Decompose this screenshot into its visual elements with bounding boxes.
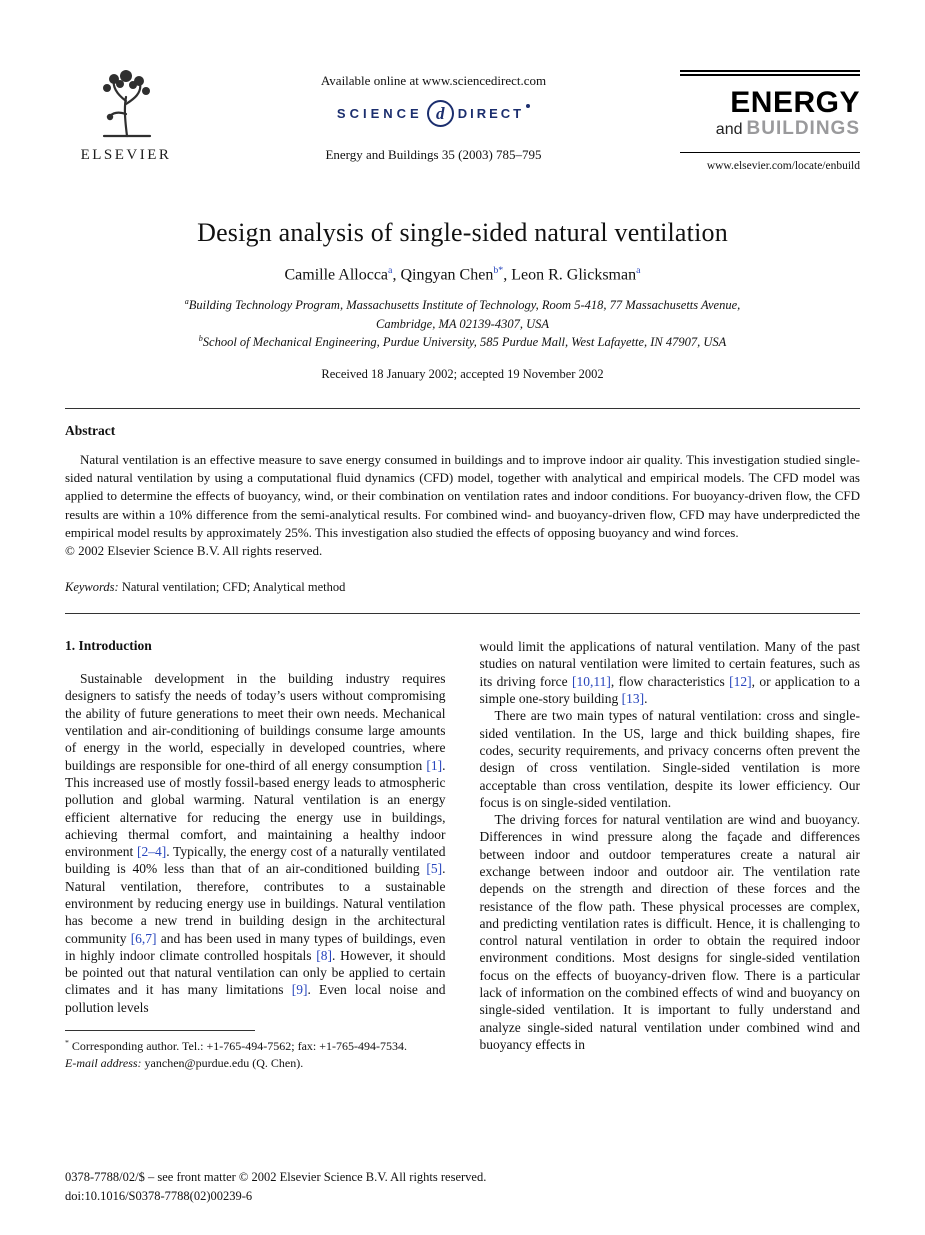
text-segment: There are two main types of natural ventilation: cross and single-sided ventilation. In the US, large and thick building shapes, fire codes, security requirements, and privacy concerns often prevent the design of cross ventilation. Single-sided ventilation is more acceptable than cross ventilation, despite its lower efficiency. Our focus is on single-sided ventilation. — [479, 708, 860, 810]
available-online-text[interactable]: Available online at www.sciencedirect.com — [320, 73, 547, 88]
text-segment: . — [644, 691, 648, 707]
text-segment: . Even local noise and pollution levels — [65, 982, 446, 1015]
journal-logo-block — [680, 70, 860, 172]
text-segment: . This increased use of mostly fossil-based energy leads to atmospheric pollution and global warming. Natural ventilation is an energy efficient alternative for reducing the energy use in buildings, achieving thermal comfort, and maintaining a healthy indoor environment — [65, 757, 446, 860]
citation-link[interactable]: [1] — [426, 757, 443, 773]
sciencedirect-logo — [187, 100, 680, 127]
text-segment: The driving forces for natural ventilation are wind and buoyancy. Differences in wind pressure along the façade and differences between indoor and outdoor temperatures create a natural air exchange between indoor and outdoor air. The ventilation rate depends on the strength and direction of these forces and the resistance of the flow path. These physical processes are complex, and predicting ventilation rates is difficult. Hence, it is challenging to control natural ventilation in order to obtain the required indoor environment conditions. Most designs for single-sided ventilation focus on the effects of buoyancy-driven flow. There is a particular lack of information on the combined effects of wind and buoyancy on single-sided ventilation. It is important to fully understand and analyze single-sided natural ventilation under combined wind and buoyancy effects in — [479, 812, 860, 1052]
header-center — [187, 70, 680, 163]
abstract-body — [65, 451, 860, 560]
text-segment: * — [65, 1038, 69, 1048]
affiliation-a — [178, 296, 748, 332]
text-segment: . However, it should be pointed out that natural ventilation can only be applied to certain climates and it has many limitations — [65, 947, 446, 998]
affiliation-ref[interactable]: a — [388, 264, 393, 276]
abstract-section — [65, 423, 860, 595]
citation-link[interactable]: [9] — [291, 982, 308, 998]
footer — [65, 1168, 486, 1206]
paragraph — [480, 707, 861, 811]
divider — [65, 408, 860, 409]
paragraph — [65, 451, 860, 542]
journal-logo-buildings-line — [680, 119, 860, 140]
corresponding-author-line — [65, 1037, 446, 1055]
text-segment: Building Technology Program, Massachusetts Institute of Technology, Room 5-418, 77 Massachusetts Avenue, Cambridge, MA 02139-4307, USA — [188, 298, 741, 331]
affiliation-ref[interactable]: b* — [493, 264, 504, 276]
authors-line — [65, 265, 860, 284]
intro-right-text — [480, 638, 861, 1053]
citation-link[interactable]: [8] — [316, 947, 333, 963]
received-line: Received 18 January 2002; accepted 19 November 2002 — [321, 366, 604, 381]
paragraph — [65, 670, 446, 1016]
citation-link[interactable]: [12] — [729, 673, 752, 689]
text-segment: , or application to a simple one-story building — [479, 673, 861, 707]
keywords-text: Natural ventilation; CFD; Analytical method — [121, 580, 346, 595]
sciencedirect-d-glyph: d — [435, 104, 445, 123]
divider — [680, 152, 860, 153]
text-segment: . Natural ventilation, therefore, contributes to a sustainable environment by reducing energy use in buildings. Natural ventilation has become a new trend in building design in the architectural community — [65, 861, 446, 946]
text-segment: , flow characteristics — [610, 673, 730, 689]
footer-issn-line: 0378-7788/02/$ – see front matter © 2002 Elsevier Science B.V. All rights reserved. — [65, 1170, 487, 1184]
elsevier-wordmark: ELSEVIER — [80, 147, 172, 163]
title-block — [65, 218, 860, 382]
text-segment: . Typically, the energy cost of a naturally ventilated building is 40% less than that of an air-conditioned building — [65, 844, 446, 877]
journal-logo-buildings: BUILDINGS — [746, 118, 860, 139]
text-segment: © 2002 Elsevier Science B.V. All rights reserved. — [65, 542, 323, 558]
elsevier-tree-icon — [83, 70, 169, 140]
keywords-line — [65, 580, 860, 595]
journal-logo-and: and — [715, 121, 743, 138]
citation-link[interactable]: [10,11] — [571, 673, 611, 689]
article-title: Design analysis of single-sided natural ventilation — [197, 217, 728, 247]
affiliations — [178, 296, 748, 351]
text-segment: would limit the applications of natural ventilation. Many of the past studies on natural ventilation were limited to certain features, such as its driving force — [479, 639, 860, 689]
text-segment: and has been used in many types of buildings, even in highly indoor climate controlled hospitals — [65, 930, 446, 963]
text-segment: School of Mechanical Engineering, Purdue University, 585 Purdue Mall, West Lafayette, IN 47907, USA — [202, 334, 727, 349]
intro-left-text — [65, 670, 446, 1016]
paragraph — [480, 811, 861, 1053]
keywords-label: Keywords: — [65, 580, 119, 595]
body-columns — [65, 638, 860, 1072]
double-rule — [680, 70, 860, 76]
sciencedirect-direct-text: DIRECT — [457, 106, 525, 121]
citation-link[interactable]: [6,7] — [130, 930, 157, 946]
text-segment: b — [198, 333, 203, 343]
paragraph — [480, 638, 861, 707]
citation-link[interactable]: [5] — [426, 861, 443, 877]
text-segment: Sustainable development in the building industry requires designers to satisfy the needs of today’s users without compromising the ability of future generations to meet their own needs. Mechanical ventilation and air-conditioning of buildings consume large amounts of energy in the world, especially in developed countries, where buildings are responsible for one-third of all energy consumption — [65, 671, 446, 773]
text-segment: E-mail address: — [65, 1056, 142, 1071]
registered-dot-icon — [526, 104, 530, 108]
journal-url[interactable]: www.elsevier.com/locate/enbuild — [706, 159, 860, 172]
citation-link[interactable]: [2–4] — [136, 844, 167, 860]
citation-link[interactable]: [13] — [621, 691, 645, 707]
right-column — [480, 638, 861, 1072]
footnote — [65, 1030, 446, 1072]
email-line[interactable] — [65, 1055, 446, 1072]
text-segment: a — [184, 297, 189, 307]
journal-citation-line: Energy and Buildings 35 (2003) 785–795 — [325, 147, 542, 162]
text-segment: Camille Allocca — [284, 266, 389, 284]
journal-logo-energy: ENERGY — [730, 86, 860, 119]
elsevier-logo — [65, 70, 187, 164]
text-segment: Natural ventilation is an effective measure to save energy consumed in buildings and to improve indoor air quality. This investigation studied single-sided natural ventilation by using a computational fluid dynamics (CFD) model, together with analytical and empirical models. The CFD model was applied to determine the effects of buoyancy, wind, or their combination on ventilation rates and indoor conditions. For buoyancy-driven flow, the CFD results are within a 10% difference from the semi-analytical results. For combined wind- and buoyancy-driven flow, CFD may have underpredicted the empirical model results by approximately 25%. This investigation also studied the effects of opposing buoyancy and wind forces. — [65, 451, 860, 540]
abstract-heading: Abstract — [65, 422, 116, 438]
affiliation-ref[interactable]: a — [636, 264, 641, 276]
page-header — [65, 70, 860, 172]
text-segment: , Qingyan Chen — [392, 266, 494, 284]
sciencedirect-d-icon — [427, 100, 454, 127]
text-segment: Corresponding author. Tel.: +1-765-494-7562; fax: +1-765-494-7534. — [68, 1039, 407, 1054]
footnote-rule — [65, 1030, 255, 1031]
section-heading-introduction: 1. Introduction — [65, 638, 152, 654]
divider — [65, 613, 860, 614]
sciencedirect-science-text: SCIENCE — [336, 106, 423, 121]
paragraph — [65, 542, 860, 560]
text-segment: , Leon R. Glicksman — [503, 266, 637, 284]
footer-doi-line: doi:10.1016/S0378-7788(02)00239-6 — [65, 1188, 253, 1203]
affiliation-b — [178, 333, 748, 351]
text-segment: yanchen@purdue.edu (Q. Chen). — [141, 1056, 304, 1071]
left-column — [65, 638, 446, 1072]
